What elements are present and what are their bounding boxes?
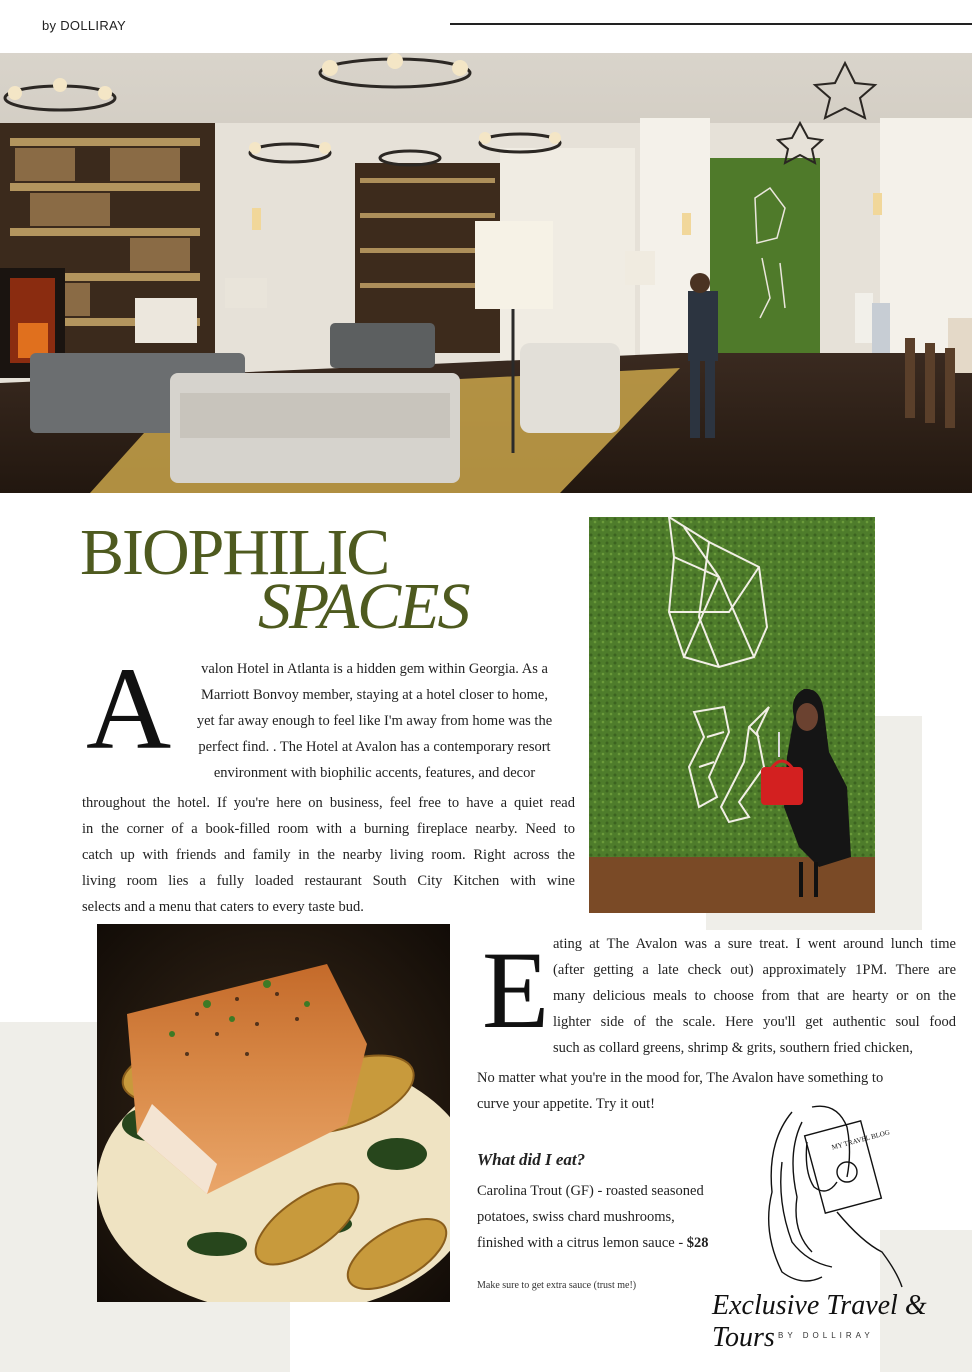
meal-line: Carolina Trout (GF) - roasted seasoned xyxy=(477,1183,704,1199)
article2-line: curve your appetite. Try it out! xyxy=(477,1096,656,1112)
logo-sub: BY DOLLIRAY xyxy=(778,1331,874,1340)
meal-line-with-price xyxy=(477,1230,709,1256)
article2-line: lighter side of the scale. Here you'll get authentic soul food xyxy=(553,1014,956,1030)
moss-wall-photo xyxy=(589,517,875,913)
drop-cap-e: E xyxy=(482,929,550,1051)
article2-line: No matter what you're in the mood for, The Avalon have something to xyxy=(477,1070,884,1086)
article1-line: selects and a menu that caters to every taste bud. xyxy=(82,899,364,915)
meal-heading: What did I eat? xyxy=(477,1150,586,1169)
meal-line: finished with a citrus lemon sauce - xyxy=(477,1235,687,1251)
travel-blog-logo-illustration xyxy=(752,1102,912,1292)
article1-line: Marriott Bonvoy member, staying at a hotel closer to home, xyxy=(201,687,548,703)
article1-line: environment with biophilic accents, features, and decor xyxy=(213,765,536,781)
logo-script-name: Exclusive Travel & Tours xyxy=(712,1290,927,1353)
title-line-2: SPACES xyxy=(258,570,469,643)
article2-line: ating at The Avalon was a sure treat. I went around lunch time xyxy=(553,936,956,952)
meal-note: Make sure to get extra sauce (trust me!) xyxy=(477,1280,637,1291)
article1-line: catch up with friends and family in the nearby living room. Right across the xyxy=(82,847,575,863)
drop-cap-a: A xyxy=(86,643,172,774)
article1-line: throughout the hotel. If you're here on business, feel free to have a quiet read xyxy=(82,795,575,811)
article1-line: living room lies a fully loaded restaurant South City Kitchen with wine xyxy=(82,873,575,889)
byline: by DOLLIRAY xyxy=(42,18,126,33)
meal-line: potatoes, swiss chard mushrooms, xyxy=(477,1209,675,1225)
article1-line: valon Hotel in Atlanta is a hidden gem within Georgia. As a xyxy=(201,661,548,677)
article1-line: yet far away enough to feel like I'm away from home was the xyxy=(196,713,553,729)
meal-price: $28 xyxy=(686,1235,709,1251)
logo-book-text: MY TRAVEL BLOG xyxy=(830,1128,891,1152)
title-line-1: BIOPHILIC xyxy=(80,516,389,589)
hero-lobby-photo xyxy=(0,53,972,493)
article2-line: many delicious meals to choose from that are hearty or on the xyxy=(553,988,956,1004)
article2-line: such as collard greens, shrimp & grits, southern fried chicken, xyxy=(553,1040,913,1056)
article1-line: in the corner of a book-filled room with a burning fireplace nearby. Need to xyxy=(82,821,575,837)
article2-line: (after getting a late check out) approximately 1PM. There are xyxy=(553,962,956,978)
article1-line: perfect find. . The Hotel at Avalon has a contemporary resort xyxy=(198,739,551,755)
trout-dish-photo xyxy=(97,924,450,1302)
header-rule xyxy=(450,23,972,25)
